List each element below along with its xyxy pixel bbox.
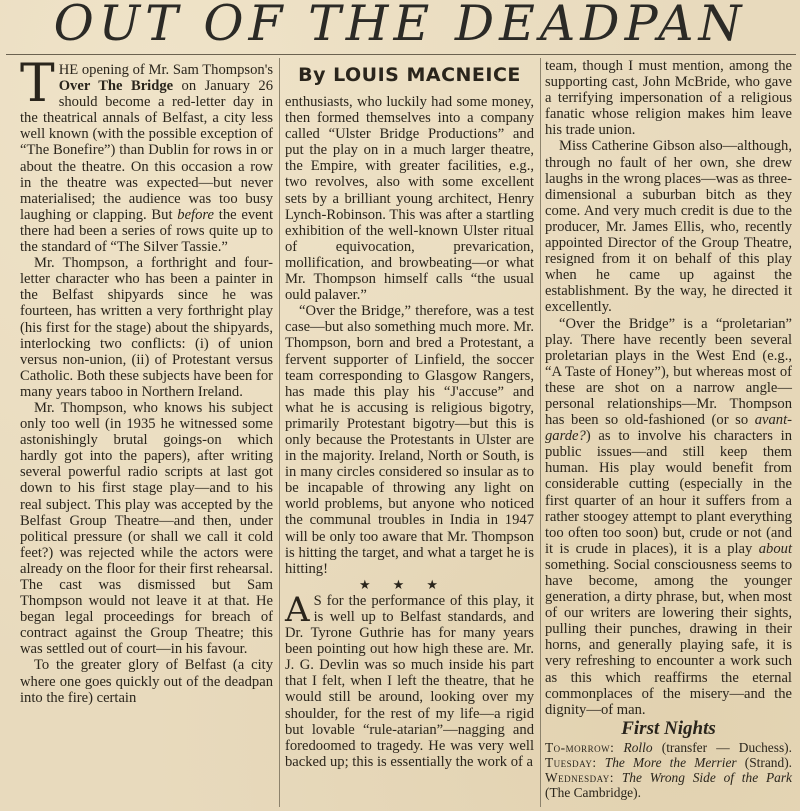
paragraph: team, though I must mention, among the supporting cast, John McBride, who gave a terrifying impersonation of a religious fanatic whose religion makes him leave his trade union. — [545, 58, 792, 139]
paragraph: To the greater glory of Belfast (a city where one goes quickly out of the deadpan into the fire) certain — [20, 657, 273, 706]
column-divider-1 — [279, 58, 280, 807]
listing-venue: (The Cambridge). — [545, 784, 641, 800]
first-nights-listings — [545, 740, 792, 800]
paragraph: Mr. Thompson, a forthright and four-letter character who has been a painter in the Belfast shipyards since he was fourteen, has written a very forthright play (his first for the stage) about the shipyards, interlocking two conflicts: (i) of union versus non-union, (ii) of Protestant versus Catholic. Both these subjects have been for many years taboo in Northern Ireland. — [20, 255, 273, 400]
paragraph: “Over the Bridge,” therefore, was a test case—but also something much more. Mr. Thompson, born and bred a Protestant, a fervent supporter of Linfield, the soccer team corresponding to Glasgow Rangers, has made this play his “J'accuse” and what he is accusing is religious bigotry, primarily Protestant bigotry—but this is only because the Protestants in Ulster are in the majority. Ireland, North or South, is in many circles considered so insular as to be incapable of throwing any light on world problems, but anyone who noticed the communal troubles in India in 1947 will be only too aware that Mr. Thompson is hitting the target, and what a target he is hitting! — [285, 303, 534, 577]
headline: OUT OF THE DEADPAN — [53, 0, 747, 52]
listing-day: To-morrow: — [545, 739, 615, 755]
opening-paragraph — [20, 54, 273, 256]
text-run: the event there had been a series of rows quite up to the standard of “The Silver Tassie.” — [20, 206, 273, 256]
article-column-3 — [545, 58, 792, 800]
emphasis-before: before — [177, 206, 215, 223]
paragraph-dropcap — [285, 589, 534, 770]
paragraph: Mr. Thompson, who knows his subject only too well (in 1935 he witnessed some astonishingly brutal goings-on which hardly got into the papers), after writing several powerful radio scripts at last got down to his first stage play—and to his real subject. This play was accepted by the Belfast Group Theatre—and then, under political pressure (or shall we call it cold feet?) was rejected while the actors were already on the floor for their first rehearsal. The cast was dismissed but Sam Thompson would not leave it at that. He began legal proceedings for breach of contract against the Group Theatre; this was settled out of court—in his favour. — [20, 399, 273, 658]
listing-venue: (transfer — Duchess). — [652, 739, 792, 755]
text-run: ) as to involve his characters in public issues—and still keep them human. His play would benefit from considerable cutting (especially in the first quarter of an hour it suffers from a rather stoogey attempt to plant everything too often too soon) but, crude or not (and it is crude in places), it is a play — [545, 428, 792, 557]
byline: By LOUIS MACNEICE — [298, 64, 521, 86]
emphasis-about: about — [758, 540, 792, 557]
article-column-2 — [285, 62, 534, 770]
drop-cap-a: A — [285, 589, 310, 630]
text-run: something. Social consciousness seems to have become, among the younger generation, a dirty phrase, but, when most of our writers are lowering their sights, pulling their punches, drawing in their horns, and generally playing safe, it is very refreshing to encounter a work such as this which reaffirms the eternal commonplaces of the misery—and the dignity—of man. — [545, 556, 792, 718]
text-run: “Over the Bridge” is a “proletarian” play. There have recently been several proletarian plays in the West End (e.g., “A Taste of Honey”), but whereas most of these are shot on a narrow angle—personal relationships—Mr. Thompson has been so old-fashioned (or so — [545, 315, 792, 429]
listing-day: Wednesday: — [545, 769, 615, 785]
listing-play: Rollo — [623, 739, 653, 755]
column-divider-2 — [540, 58, 541, 807]
listing-play: The More the Merrier — [604, 754, 737, 770]
text-run: S for the performance of this play, it is well up to Belfast standards, and Dr. Tyrone Guthrie has for many years been pointing out how high these are. Mr. J. G. Devlin was so much inside his part that I felt, when I left the theatre, that he would still be around, looking over my shoulder, for the rest of my life—a rigid but lovable “rule-atarian”—nagging and foredoomed to tragedy. He was very well backed up; this is essentially the work of a — [285, 592, 534, 770]
headline-rule — [6, 54, 796, 55]
emphasis-avant-garde: avant-garde? — [545, 412, 792, 445]
paragraph: Miss Catherine Gibson also—although, through no fault of her own, she drew laughs in the wrong places—was as three-dimensional a suburban bitch as they come. And very much credit is due to the producer, Mr. James Ellis, who, recently appointed Director of the Group Theatre, resigned from it on behalf of this play when he came up against the establishment. By the way, he directed it excellently. — [545, 138, 792, 316]
text-run: on January 26 should become a red-letter day in the theatrical annals of Belfast, a city less well known (with the possible exception of “The Bonefire”) than Dublin for rows in or about the theatre. On this occasion a row in the theatre was expected—but never materialised; the audience was too busy laughing or clapping. But — [20, 78, 273, 223]
listing-day: Tuesday: — [545, 754, 597, 770]
article-column-1 — [20, 54, 273, 706]
first-nights-title: First Nights — [621, 717, 716, 739]
section-break-stars: ★★★ — [359, 576, 460, 592]
paragraph — [545, 316, 792, 718]
text-run: HE opening of Mr. Sam Thompson's — [58, 62, 273, 78]
listing-venue: (Strand). — [736, 754, 793, 770]
play-title: Over The Bridge — [58, 78, 174, 95]
drop-cap-t: T — [20, 54, 55, 114]
paragraph: enthusiasts, who luckily had some money, then formed themselves into a company called “Ulster Bridge Productions” and put the play on in a much larger theatre, the Empire, with greater facilities, e.g., two revolves, also with some excellent sets by a brilliant young architect, Henry Lynch-Robinson. This was after a startling exhibition of the well-known Ulster ritual of equivocation, prevarication, mollification, and browbeating—or what Mr. Thompson himself calls “the usual ould palaver.” — [285, 94, 534, 304]
listing-play: The Wrong Side of the Park — [621, 769, 792, 785]
